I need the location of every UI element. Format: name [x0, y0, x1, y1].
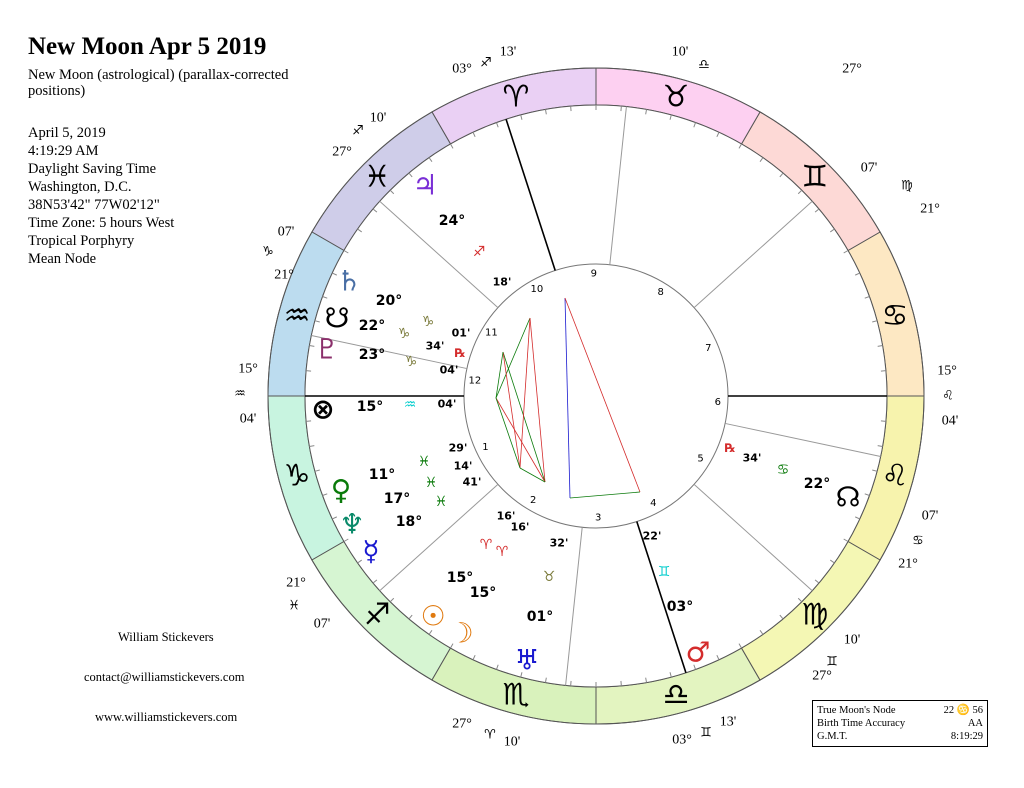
info-dst: Daylight Saving Time — [28, 161, 157, 177]
cusp-sign-label: ♋ — [912, 533, 924, 549]
pluto-degree: 23° — [358, 347, 386, 363]
cusp-sign-label: ♈ — [484, 727, 496, 743]
aquarius-sign-glyph: ♒ — [283, 298, 311, 334]
cusp-degree-label: 27° — [812, 668, 832, 684]
venus-sign: ♓ — [417, 454, 431, 470]
venus-degree: 11° — [368, 467, 396, 483]
house-number-3: 3 — [594, 512, 602, 524]
cusp-minute-label: 13' — [499, 44, 517, 60]
part-of-fortune-degree: 15° — [356, 399, 384, 415]
cusp-sign-label: ♊ — [826, 654, 838, 670]
neptune-degree: 17° — [383, 491, 411, 507]
house-number-12: 12 — [468, 375, 482, 387]
part-of-fortune-minute: 04' — [437, 397, 457, 411]
house-number-8: 8 — [657, 287, 664, 299]
author-name: William Stickevers — [118, 630, 214, 644]
cusp-minute-label: 10' — [843, 632, 861, 648]
cusp-degree-label: 27° — [332, 144, 352, 160]
venus-glyph: ♀ — [330, 473, 352, 507]
cusp-sign-label: ♊ — [700, 725, 712, 741]
info-box-label: G.M.T. — [817, 731, 848, 742]
scorpio-sign-glyph: ♏ — [502, 677, 530, 713]
cusp-degree-label: 21° — [286, 575, 306, 591]
cusp-minute-label: 10' — [671, 44, 689, 60]
pluto-retrograde: ℞ — [454, 346, 466, 360]
south-node-glyph: ☋ — [324, 301, 350, 335]
mercury-minute: 41' — [462, 475, 482, 489]
cusp-minute-label: 10' — [369, 110, 387, 126]
jupiter-degree: 24° — [438, 213, 466, 229]
pisces-sign-glyph: ♓ — [363, 159, 391, 195]
cusp-minute-label: 07' — [313, 616, 331, 632]
capricorn-sign-glyph: ♑ — [283, 458, 311, 494]
cusp-minute-label: 07' — [921, 508, 939, 524]
taurus-sign-glyph: ♉ — [662, 79, 690, 115]
house-number-4: 4 — [650, 498, 657, 510]
cusp-degree-label: 21° — [920, 201, 940, 217]
info-box-value: 8:19:29 — [950, 731, 983, 742]
mars-degree: 03° — [666, 599, 694, 615]
house-number-5: 5 — [697, 453, 704, 465]
house-number-6: 6 — [714, 396, 722, 408]
house-number-10: 10 — [530, 283, 544, 295]
south-node-sign: ♑ — [397, 326, 411, 342]
cusp-minute-label: 13' — [719, 714, 737, 730]
info-coordinates: 38N53'42" 77W02'12" — [28, 197, 160, 213]
chart-subtitle: New Moon (astrological) (parallax-corrected positions) — [28, 67, 289, 99]
neptune-glyph: ♆ — [339, 507, 365, 541]
cusp-minute-label: 04' — [239, 411, 257, 427]
jupiter-sign: ♐ — [472, 244, 486, 260]
jupiter-glyph: ♃ — [412, 168, 438, 202]
south-node-degree: 22° — [358, 318, 386, 334]
moon-glyph: ☽ — [448, 616, 474, 650]
jupiter-minute: 18' — [492, 275, 512, 289]
cusp-degree-label: 27° — [452, 716, 472, 732]
saturn-glyph: ♄ — [336, 264, 362, 298]
uranus-degree: 01° — [526, 609, 554, 625]
moon-sign: ♈ — [495, 544, 509, 560]
cusp-degree-label: 21° — [898, 556, 918, 572]
cusp-sign-label: ♐ — [352, 123, 364, 139]
cancer-sign-glyph: ♋ — [881, 298, 909, 334]
mercury-glyph: ☿ — [362, 534, 380, 568]
sun-sign: ♈ — [479, 537, 493, 553]
mars-minute: 22' — [642, 529, 662, 543]
libra-sign-glyph: ♎ — [662, 677, 690, 713]
north-node-degree: 22° — [803, 476, 831, 492]
mercury-sign: ♓ — [434, 494, 448, 510]
house-number-1: 1 — [482, 442, 489, 454]
house-number-7: 7 — [705, 342, 712, 354]
info-box-label: True Moon's Node — [817, 705, 896, 716]
uranus-sign: ♉ — [542, 569, 556, 585]
info-time: 4:19:29 AM — [28, 143, 99, 159]
info-box-value: AA — [967, 718, 983, 729]
leo-sign-glyph: ♌ — [881, 458, 909, 494]
part-of-fortune-sign: ♒ — [403, 397, 417, 413]
info-location: Washington, D.C. — [28, 179, 132, 195]
cusp-sign-label: ♍ — [901, 178, 913, 194]
uranus-minute: 32' — [549, 536, 569, 550]
mercury-degree: 18° — [395, 514, 423, 530]
cusp-degree-label: 15° — [238, 361, 258, 377]
info-box-value: 22 ♋ 56 — [943, 705, 983, 716]
neptune-sign: ♓ — [424, 475, 438, 491]
sun-degree: 15° — [446, 570, 474, 586]
north-node-glyph: ☊ — [835, 480, 861, 514]
north-node-minute: 34' — [742, 451, 762, 465]
venus-minute: 29' — [448, 441, 468, 455]
pluto-sign: ♑ — [404, 354, 418, 370]
cusp-minute-label: 07' — [860, 160, 878, 176]
house-number-9: 9 — [590, 268, 598, 280]
north-node-sign: ♋ — [776, 462, 790, 478]
neptune-minute: 14' — [453, 459, 473, 473]
cusp-minute-label: 04' — [941, 413, 959, 429]
cusp-sign-label: ♌ — [942, 388, 954, 404]
house-number-2: 2 — [529, 495, 537, 507]
gemini-sign-glyph: ♊ — [801, 159, 829, 195]
saturn-degree: 20° — [375, 293, 403, 309]
aries-sign-glyph: ♈ — [502, 79, 530, 115]
moon-minute: 16' — [510, 520, 530, 534]
pluto-glyph: ♇ — [314, 332, 340, 366]
house-number-11: 11 — [485, 327, 498, 339]
aspect-circle — [464, 264, 728, 528]
cusp-degree-label: 27° — [842, 61, 862, 77]
saturn-sign: ♑ — [421, 314, 435, 330]
south-node-minute: 34' — [425, 339, 445, 353]
sagittarius-sign-glyph: ♐ — [363, 597, 391, 633]
north-node-retrograde: ℞ — [724, 441, 736, 455]
author-email: contact@williamstickevers.com — [84, 670, 245, 684]
cusp-degree-label: 03° — [672, 732, 692, 748]
virgo-sign-glyph: ♍ — [801, 597, 829, 633]
info-box-label: Birth Time Accuracy — [817, 718, 906, 729]
part-of-fortune-glyph: ⊗ — [311, 392, 335, 426]
cusp-sign-label: ♑ — [262, 244, 274, 260]
info-house-system: Tropical Porphyry — [28, 233, 135, 249]
cusp-sign-label: ♐ — [480, 55, 492, 71]
author-website: www.williamstickevers.com — [95, 710, 238, 724]
moon-degree: 15° — [469, 585, 497, 601]
sun-glyph: ☉ — [420, 599, 446, 633]
chart-title: New Moon Apr 5 2019 — [28, 33, 267, 60]
info-date: April 5, 2019 — [28, 125, 106, 141]
cusp-degree-label: 03° — [452, 61, 472, 77]
mars-sign: ♊ — [657, 564, 671, 580]
mars-glyph: ♂ — [685, 635, 711, 669]
cusp-sign-label: ♎ — [698, 57, 710, 73]
uranus-glyph: ♅ — [514, 643, 540, 677]
saturn-minute: 01' — [451, 326, 471, 340]
cusp-sign-label: ♒ — [234, 386, 246, 402]
cusp-minute-label: 10' — [503, 734, 521, 750]
pluto-minute: 04' — [439, 363, 459, 377]
cusp-degree-label: 15° — [937, 363, 957, 379]
cusp-degree-label: 21° — [274, 267, 294, 283]
sun-minute: 16' — [496, 509, 516, 523]
cusp-minute-label: 07' — [277, 224, 295, 240]
info-timezone: Time Zone: 5 hours West — [28, 215, 175, 231]
info-node-type: Mean Node — [28, 251, 97, 267]
cusp-sign-label: ♓ — [288, 598, 300, 614]
